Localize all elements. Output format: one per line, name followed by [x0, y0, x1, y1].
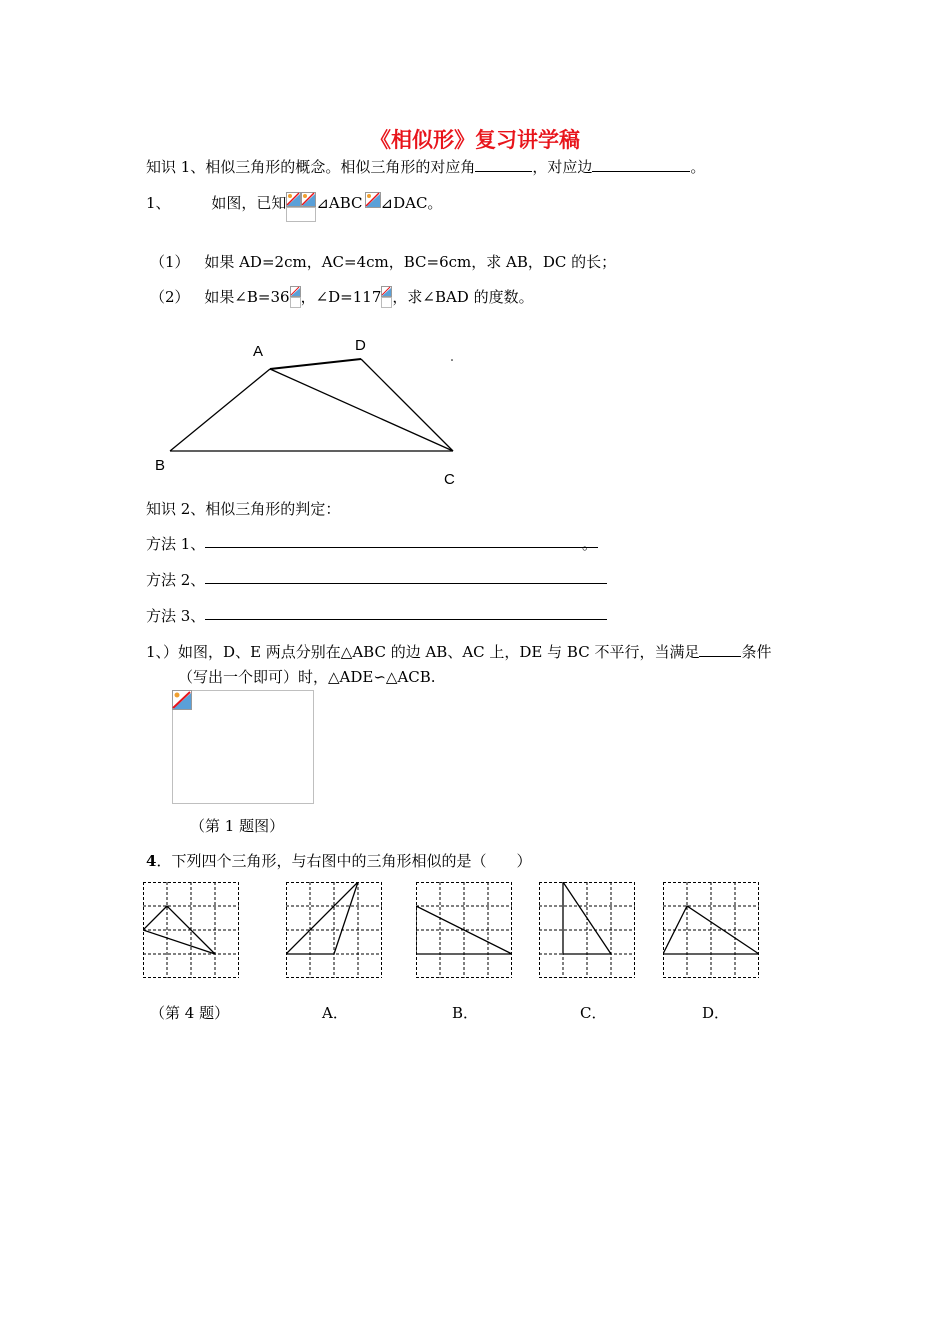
question-2-line-1: [146, 641, 771, 662]
knowledge-1-text-c: 。: [690, 158, 706, 176]
answer-blank-angles[interactable]: [475, 156, 532, 172]
method-1-blank[interactable]: [205, 547, 598, 548]
knowledge-1-line: [146, 156, 705, 177]
broken-image-icon: [286, 192, 316, 212]
question-4-number: 4: [146, 852, 157, 870]
broken-image-icon: [363, 192, 381, 212]
figure-placeholder-frame: [172, 690, 314, 804]
grid-option-a[interactable]: [286, 882, 382, 978]
segment-ad: [270, 359, 361, 369]
part-1-text: 如果 AD=2cm，AC=4cm，BC=6cm，求 AB，DC 的长；: [204, 253, 617, 271]
caption-option-b: B．: [452, 1004, 479, 1022]
question-1-number: 1、: [146, 194, 171, 212]
part-2-text-a: 如果∠B=36: [204, 288, 290, 306]
knowledge-2-heading: 知识 2、相似三角形的判定：: [146, 500, 341, 518]
label-a: A: [253, 343, 264, 360]
question-1-lead: 如图，已知: [211, 194, 287, 212]
question-2-line-2: （写出一个即可）时，△ADE∽△ACB.: [178, 668, 436, 686]
caption-option-a: A．: [322, 1004, 348, 1022]
knowledge-1-text-b: ，对应边: [532, 158, 593, 176]
triangle-abc-text: ⊿ABC: [316, 194, 363, 212]
method-1-label: 方法 1、: [146, 535, 206, 553]
figure-triangles-abc-dac: [140, 330, 480, 490]
label-b: B: [155, 457, 166, 474]
label-c: C: [444, 471, 455, 488]
question-1-line: [146, 192, 442, 213]
method-3-blank[interactable]: [205, 619, 607, 620]
question-2-text-b: 条件: [741, 643, 772, 661]
figure-1-caption: （第 1 题图）: [190, 817, 285, 835]
grid-option-b[interactable]: [416, 882, 512, 978]
part-2-text-b: ，∠D=117: [300, 288, 382, 306]
grid-reference-triangle: [143, 882, 239, 978]
caption-option-d: D．: [702, 1004, 730, 1022]
part-1-number: （1）: [150, 253, 190, 271]
triangle-shape: [286, 882, 358, 954]
page-title: 《相似形》复习讲学稿: [370, 128, 580, 152]
caption-option-c: C．: [580, 1004, 607, 1022]
part-2-number: （2）: [150, 288, 190, 306]
question-1-part-1: [150, 251, 616, 272]
segment-ba: [170, 369, 270, 451]
degree-image-icon: [381, 286, 392, 308]
degree-image-icon: [290, 286, 301, 308]
grid-option-c[interactable]: [539, 882, 635, 978]
condition-blank[interactable]: [699, 641, 741, 657]
part-2-text-c: ，求∠BAD 的度数。: [392, 288, 534, 306]
stray-dot: [451, 359, 453, 361]
method-2-label: 方法 2、: [146, 571, 206, 589]
label-d: D: [355, 337, 366, 354]
segment-dc: [361, 359, 453, 451]
answer-blank-sides[interactable]: [592, 156, 690, 172]
broken-image-icon: [172, 690, 193, 711]
method-2-blank[interactable]: [205, 583, 607, 584]
method-1-end: 。: [582, 535, 598, 553]
grid-option-d[interactable]: [663, 882, 759, 978]
knowledge-1-text: 知识 1、相似三角形的概念。相似三角形的对应角: [146, 158, 476, 176]
triangle-dac-text: ⊿DAC。: [380, 194, 443, 212]
question-2-text-a: 1、）如图，D、E 两点分别在△ABC 的边 AB、AC 上，DE 与 BC 不平行，当满足: [146, 643, 700, 661]
question-4-text: ．下列四个三角形，与右图中的三角形相似的是（ ）: [156, 852, 532, 870]
caption-question-4: （第 4 题）: [150, 1004, 230, 1022]
question-4-line: [146, 850, 531, 871]
question-1-part-2: [150, 286, 534, 308]
segment-ac: [270, 369, 453, 451]
method-3-label: 方法 3、: [146, 607, 206, 625]
